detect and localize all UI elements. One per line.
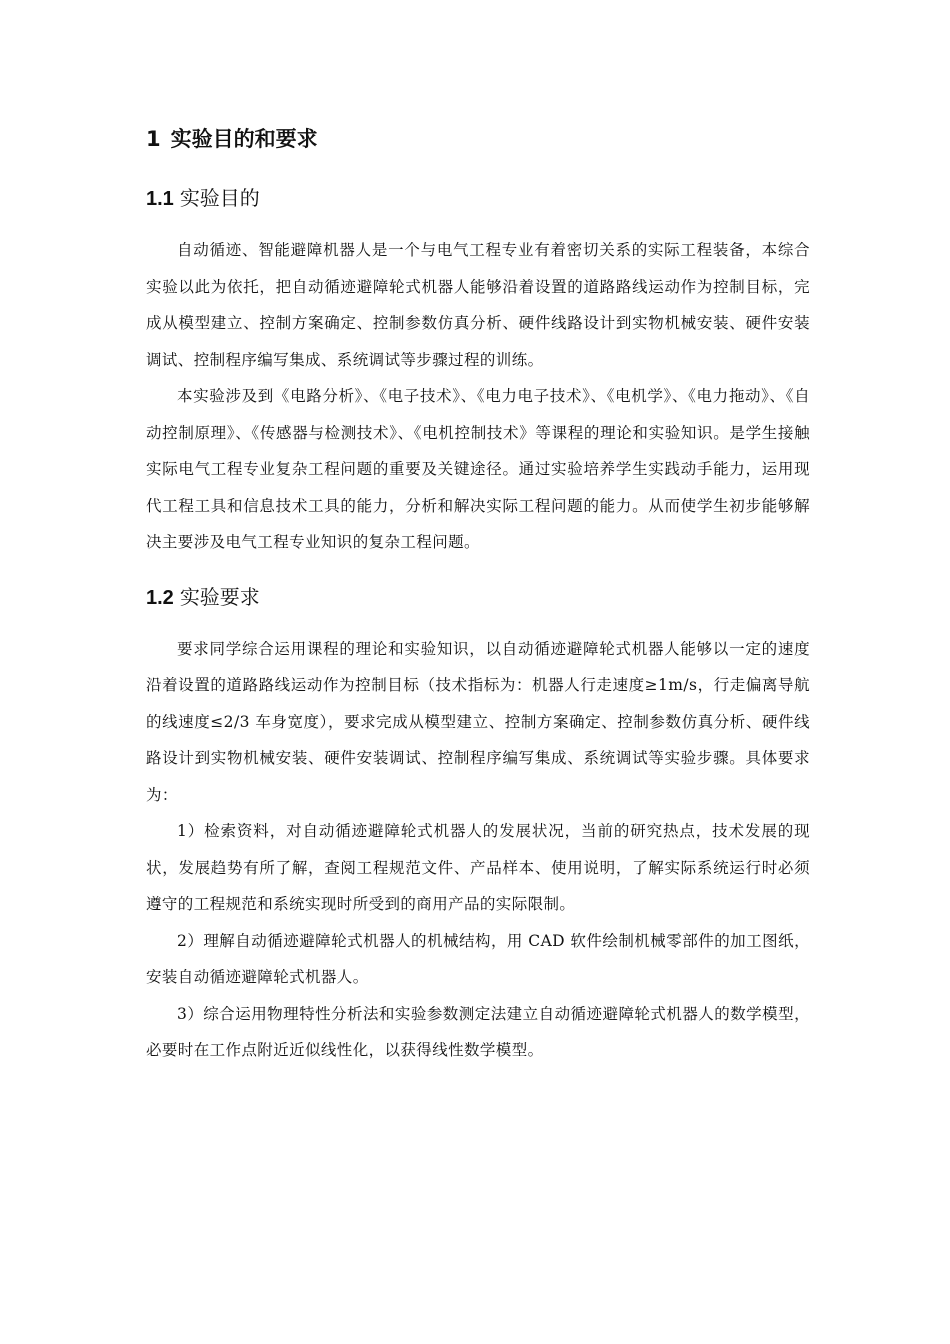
page-content (146, 118, 810, 1069)
paragraph: 本实验涉及到《电路分析》、《电子技术》、《电力电子技术》、《电机学》、《电力拖动》、《自动控制原理》、《传感器与检测技术》、《电机控制技术》等课程的理论和实验知识。是学生接触实际电气工程专业复杂工程问题的重要及关键途径。通过实验培养学生实践动手能力，运用现代工程工具和信息技术工具的能力，分析和解决实际工程问题的能力。从而使学生初步能够解决主要涉及电气工程专业知识的复杂工程问题。 (146, 387, 810, 551)
section-number: 1.1 (146, 188, 174, 210)
section-spacer (146, 567, 810, 577)
section-number: 1.2 (146, 586, 174, 609)
section-heading-1-2 (146, 577, 810, 617)
paragraph: 自动循迹、智能避障机器人是一个与电气工程专业有着密切关系的实际工程装备，本综合实验以此为依托，把自动循迹避障轮式机器人能够沿着设置的道路路线运动作为控制目标，完成从模型建立、控制方案确定、控制参数仿真分析、硬件线路设计到实物机械安装、硬件安装调试、控制程序编写集成、系统调试等步骤过程的训练。 (146, 241, 810, 369)
list-item-paragraph: 2）理解自动循迹避障轮式机器人的机械结构，用 CAD 软件绘制机械零部件的加工图纸，安装自动循迹避障轮式机器人。 (146, 931, 810, 986)
list-item-paragraph: 1）检索资料，对自动循迹避障轮式机器人的发展状况，当前的研究热点，技术发展的现状，发展趋势有所了解，查阅工程规范文件、产品样本、使用说明，了解实际系统运行时必须遵守的工程规范和系统实现时所受到的商用产品的实际限制。 (146, 822, 810, 913)
list-item-paragraph: 3）综合运用物理特性分析法和实验参数测定法建立自动循迹避障轮式机器人的数学模型，必要时在工作点附近近似线性化，以获得线性数学模型。 (146, 1004, 810, 1059)
chapter-title: 实验目的和要求 (170, 127, 318, 151)
section-heading-1-1 (146, 178, 810, 218)
chapter-number: 1 (146, 127, 161, 151)
paragraph: 要求同学综合运用课程的理论和实验知识，以自动循迹避障轮式机器人能够以一定的速度沿着设置的道路路线运动作为控制目标（技术指标为：机器人行走速度≥1m/s，行走偏离导航的线速度≤2/3 车身宽度），要求完成从模型建立、控制方案确定、控制参数仿真分析、硬件线路设计到实物机械安装、硬件安装调试、控制程序编写集成、系统调试等实验步骤。具体要求为： (146, 639, 810, 804)
chapter-heading (146, 118, 810, 160)
section-title: 实验要求 (179, 584, 260, 609)
section-title: 实验目的 (179, 186, 260, 210)
